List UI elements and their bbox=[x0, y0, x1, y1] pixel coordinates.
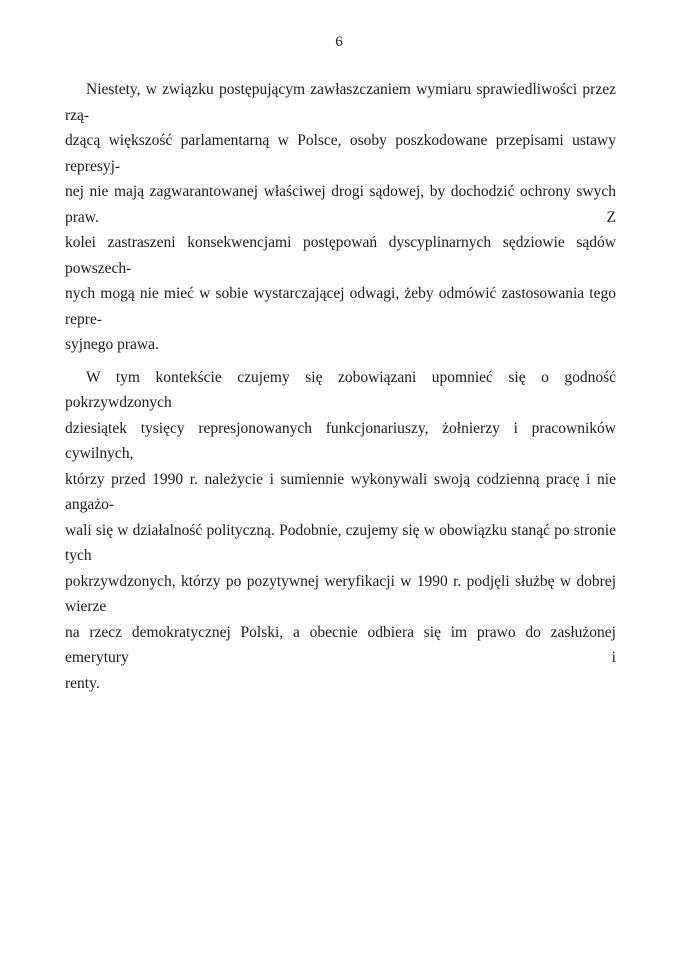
text-line: dzącą większość parlamentarną w Polsce, osoby poszkodowane przepisami ustawy represyj- bbox=[65, 132, 616, 175]
text-line: pokrzywdzonych, którzy po pozytywnej weryfikacji w 1990 r. podjęli służbę w dobrej wierze bbox=[65, 572, 616, 615]
text-line: nej nie mają zagwarantowanej właściwej drogi sądowej, by dochodzić ochrony swych praw. Z bbox=[65, 183, 616, 226]
text-line: którzy przed 1990 r. należycie i sumiennie wykonywali swoją codzienną pracę i nie angażo- bbox=[65, 470, 616, 513]
text-line: dziesiątek tysięcy represjonowanych funkcjonariuszy, żołnierzy i pracowników cywilnych, bbox=[65, 419, 616, 462]
text-line: renty. bbox=[65, 674, 100, 692]
text-line: nych mogą nie mieć w sobie wystarczającej odwagi, żeby odmówić zastosowania tego repre- bbox=[65, 285, 616, 328]
paragraph bbox=[65, 77, 616, 358]
text-line: wali się w działalność polityczną. Podobnie, czujemy się w obowiązku stanąć po stronie tych bbox=[65, 521, 616, 564]
paragraph bbox=[65, 365, 616, 697]
text-line: na rzecz demokratycznej Polski, a obecnie odbiera się im prawo do zasłużonej emerytury i bbox=[65, 623, 616, 666]
page-number: 6 bbox=[335, 34, 343, 50]
text-line: Niestety, w związku postępującym zawłaszczaniem wymiaru sprawiedliwości przez rzą- bbox=[65, 81, 616, 124]
page-content bbox=[65, 77, 616, 696]
text-line: kolei zastraszeni konsekwencjami postępowań dyscyplinarnych sędziowie sądów powszech- bbox=[65, 234, 616, 277]
text-line: syjnego prawa. bbox=[65, 336, 159, 353]
text-line: W tym kontekście czujemy się zobowiązani upomnieć się o godność pokrzywdzonych bbox=[65, 368, 616, 411]
